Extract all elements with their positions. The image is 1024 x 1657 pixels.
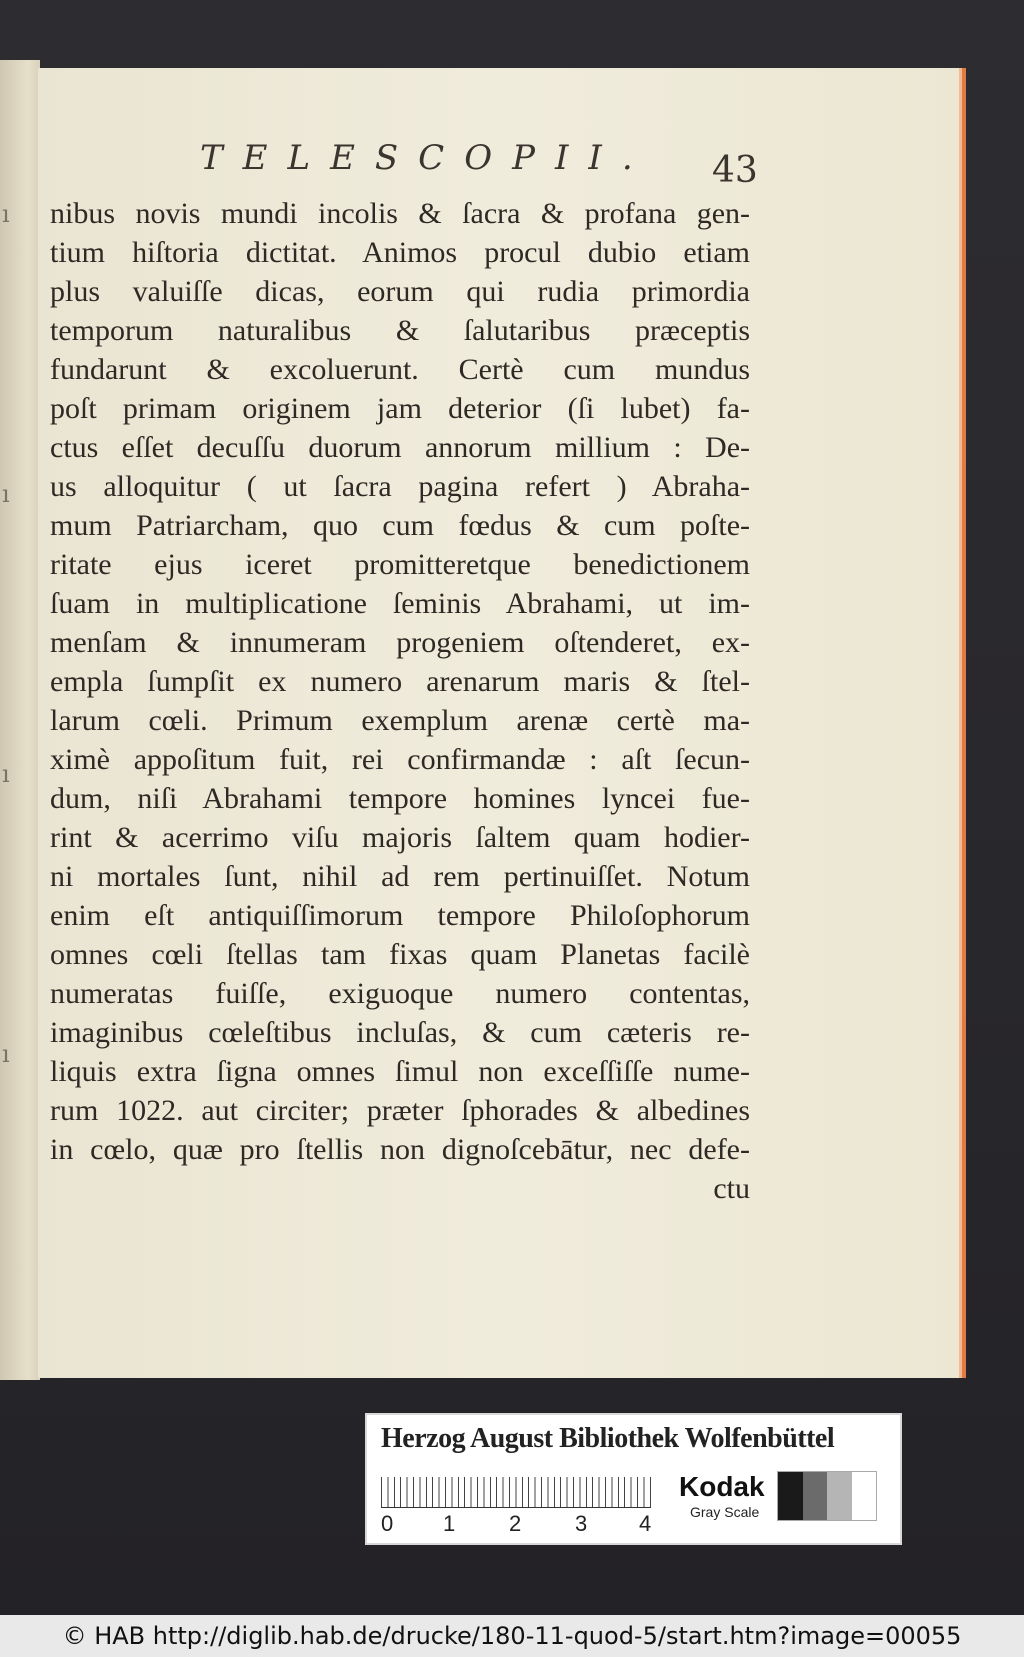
text-line: larum cœli. Primum exemplum arenæ certè ma- — [50, 704, 750, 737]
library-name: Herzog August Bibliothek Wolfenbüttel — [381, 1423, 835, 1454]
text-line: rum 1022. aut circiter; præter ſphorades & albedines — [50, 1094, 750, 1127]
gray-scale-patches — [777, 1471, 877, 1521]
text-line: empla ſumpſit ex numero arenarum maris & ſtel- — [50, 665, 750, 698]
ruler-labels — [381, 1511, 681, 1539]
text-line: ni mortales ſunt, nihil ad rem pertinuiſſet. Notum — [50, 860, 750, 893]
text-line: liquis extra ſigna omnes ſimul non exceſſiſſe nume- — [50, 1055, 750, 1088]
color-target-card — [365, 1413, 902, 1545]
body-text — [50, 194, 750, 1208]
text-line: in cœlo, quæ pro ſtellis non dignoſcebātur, nec defe- — [50, 1133, 750, 1166]
facing-page-edge — [0, 60, 40, 1380]
text-line: plus valuiſſe dicas, eorum qui rudia primordia — [50, 275, 750, 308]
text-line: fundarunt & excoluerunt. Certè cum mundus — [50, 353, 750, 386]
catchword: ctu — [713, 1172, 750, 1205]
text-line: poſt primam originem jam deterior (ſi lubet) fa- — [50, 392, 750, 425]
text-line: nibus novis mundi incolis & ſacra & profana gen- — [50, 197, 750, 230]
gray-scale-label: Gray Scale — [690, 1504, 760, 1520]
text-line: ſuam in multiplicatione ſeminis Abrahami, ut im- — [50, 587, 750, 620]
text-line: omnes cœli ſtellas tam fixas quam Planetas facilè — [50, 938, 750, 971]
gray-patch — [778, 1472, 803, 1520]
text-line: ctus eſſet decuſſu duorum annorum millium : De- — [50, 431, 750, 464]
running-head: TELESCOPII. — [200, 138, 653, 178]
text-line: us alloquitur ( ut ſacra pagina refert ) Abraha- — [50, 470, 750, 503]
text-line: enim eſt antiquiſſimorum tempore Philoſophorum — [50, 899, 750, 932]
text-line: menſam & innumeram progeniem oſtenderet, ex- — [50, 626, 750, 659]
gray-patch — [827, 1472, 852, 1520]
text-line: numeratas fuiſſe, exiguoque numero contentas, — [50, 977, 750, 1010]
ruler-label: 1 — [443, 1511, 456, 1536]
ruler-label: 4 — [639, 1511, 652, 1536]
page-number: 43 — [712, 150, 758, 191]
kodak-logo: Kodak — [679, 1471, 765, 1502]
facing-page-fragment: ı — [2, 760, 10, 788]
text-line: ritate ejus iceret promitteretque benedictionem — [50, 548, 750, 581]
ruler-label: 0 — [381, 1511, 394, 1536]
text-line: ximè appoſitum fuit, rei confirmandæ : aſt ſecun- — [50, 743, 750, 776]
facing-page-fragment: ı — [2, 200, 10, 228]
gray-patch — [803, 1472, 828, 1520]
text-line: dum, niſi Abrahami tempore homines lyncei fue- — [50, 782, 750, 815]
text-line: temporum naturalibus & ſalutaribus præceptis — [50, 314, 750, 347]
scale-ruler — [381, 1477, 651, 1508]
facing-page-fragment: ı — [2, 1040, 10, 1068]
text-line: imaginibus cœleſtibus incluſas, & cum cæteris re- — [50, 1016, 750, 1049]
copyright-footer: © HAB http://diglib.hab.de/drucke/180-11-quod-5/start.htm?image=00055 — [0, 1615, 1024, 1657]
gray-patch — [852, 1472, 877, 1520]
text-line: mum Patriarcham, quo cum fœdus & cum poſte- — [50, 509, 750, 542]
facing-page-fragment: ı — [2, 480, 10, 508]
ruler-label: 2 — [509, 1511, 522, 1536]
ruler-label: 3 — [575, 1511, 588, 1536]
text-line: rint & acerrimo viſu majoris ſaltem quam hodier- — [50, 821, 750, 854]
text-line: tium hiſtoria dictitat. Animos procul dubio etiam — [50, 236, 750, 269]
